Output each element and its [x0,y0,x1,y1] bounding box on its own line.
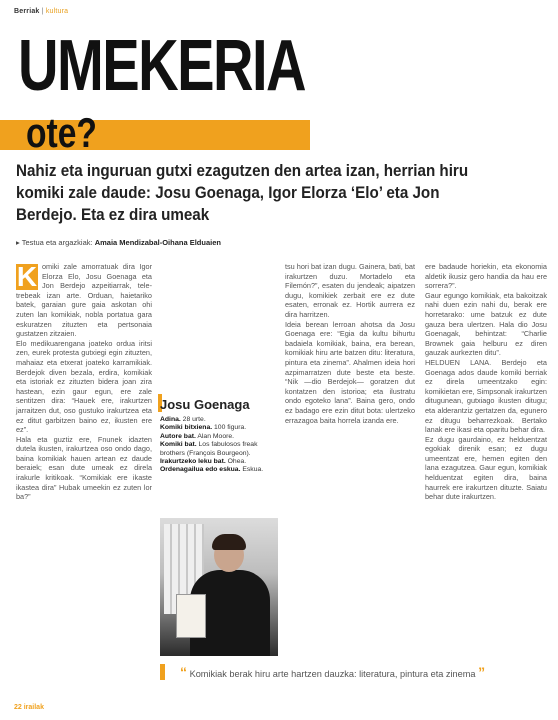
body-paragraph: tsu hori bat izan dugu. Gainera, bati, bat irakurtzen duzu. Mortadelo eta Filemón?”, esaten du jendeak; aipatzen dugu, komikiek zerbait ere ez dute esaten, erronak ez. Hortik aurrera ez dira harritzen. [285,262,415,319]
profile-row: Adina. 28 urte. [160,416,206,423]
subsection-label: kultura [45,8,69,15]
profile-row: Komiki bat. Los fabulosos freak brothers (François Bourgeon). [160,441,258,457]
profile-name: Josu Goenaga [160,397,250,412]
body-paragraph: Ideia berean lerroan ahotsa da Josu Goenaga ere: “Egia da kultu bihurtu badaiela komikiak, baina, era berean, komikiak hiru arte batzen ditu: literatura, pintura eta zinema”. Ahalmen ideia hori azpimarratzen dute beste eta beste. “Nik —dio Berdejok— goratzen dut kontatzen den istorioa; eta ilustratu ondo egoteko lana”. Baina gero, ondo ez badago ere ezin ditut bota: ulertzeko errazagoa baita horrela izanda ere. [285,319,415,425]
body-paragraph: HELDUEN LANA. Berdejo eta Goenaga ados daude komiki berriak ez direla umeentzako egin: komikietan ere, Simpsonak irakurtzen ditugunean, gutxiago ikusten ditugu; eta alderantziz gertatzen da, egunero ez ditugu beharrezkoak. Bertako lanak ere ikasi eta oparitu behar dira. [425,357,547,435]
article-subtitle: ote? [26,109,97,156]
body-column-1 [16,262,152,502]
body-paragraph: Gaur egungo komikiak, eta bakoitzak nahi duen ezin nahi du, berak ere horretarako: ume batzuk ez dute gauza bera ulertzen. Hala dio Josu Goenagak, behintzat: “Charlie Brownek gaia helburu ez diren gauzak aurkezten ditu”. [425,290,547,358]
credits-prefix: Testua eta argazkiak: [21,238,93,247]
pull-quote-text: Komikiak berak hiru arte hartzen dauzka: literatura, pintura eta zinema [189,669,476,679]
section-label: Berriak [14,8,40,15]
body-paragraph: Ez dugu gaurdaino, ez helduentzat egokiak direnik esan; ez dugu umeentzat ere, hemen egiten den lana ezagutzea. Gaur egun, komikiak helduentzat egiten dira, baina haurrek ere irakurtzen dituzte. Saiatu behar dute irakurtzen. [425,434,547,502]
body-paragraph: ere badaude horiekin, eta ekonomia aldetik ikusiz gero handia da hau ere sorrera?”. [425,262,547,291]
section-header: Berriak | kultura [14,8,69,15]
body-column-3 [425,262,547,502]
body-paragraph: Elo medikuarengana joateko ordua iritsi zen, eurek protesta gutxiegi egin zituzten, mahaiaz eta etxerat joateko karramikiak. Berdejok diven bezala, erdira, komikiak eta istoriak ez zituzten bidera joan zira hastean, ezin gaur egun, ere zale sentitzen dira: “Hauek ere, irakurtzen jarraitzen dut, oso gustuko irakurtzea eta ez ditut garbitzen baino ez, ikusten ere ez”. [16,338,152,435]
person-hair [212,534,246,550]
article-title: UMEKERIA [18,26,306,106]
pull-quote [180,666,548,680]
body-column-2 [285,262,415,425]
quote-open-icon: “ [180,664,187,680]
quote-close-icon: ” [478,664,486,680]
body-paragraph: Hala eta guztiz ere, Fnunek idazten dutela ikusten, irakurtzea oso ondo dago, baina komikiak hauen artean ez daude beraiek; esan dute umeak ez direla irakurle kritikoak. “Komikiak ere ikaste ikastea dira” Hubak umeekin ez zuten lor ba?” [16,434,152,502]
article-lead: Nahiz eta inguruan gutxi ezagutzen den artea izan, herrian hiru komiki zale daude: Josu Goenaga, Igor Elorza ‘Elo’ eta Jon Berdejo. Eta ez dira umeak [16,162,469,224]
body-paragraph: omiki zale amorratuak dira Igor Elorza Elo, Josu Goenaga eta Jon Berdejo azpeitiarrak, tele-trebeak izan arte. Orduan, haietariko batek, garaian gure gaia askotan ohi zuten lan komikiak, nobla portatua gara eskuratzen zituzten eta pertsonaia gustatzen zitzaien. [16,262,152,339]
profile-row: Komiki bitxiena. 100 figura. [160,424,247,432]
credits-authors: Amaia Mendizabal-Oihana Elduaien [94,238,221,247]
profile-box [160,398,280,475]
comic-book [176,594,206,638]
profile-row: Irakurtzeko leku bat. Ohea. [160,458,247,466]
profile-row: Ordenagailua edo eskua. Eskua. [160,466,264,474]
profile-row: Autore bat. Alan Moore. [160,432,235,440]
drop-cap: K [16,261,38,292]
page-footer: 22 irailak [14,704,44,711]
portrait-photo [160,518,278,656]
pullquote-accent-bar [160,664,165,680]
credits-bullet: ▸ [16,238,22,247]
article-credits [16,238,221,247]
